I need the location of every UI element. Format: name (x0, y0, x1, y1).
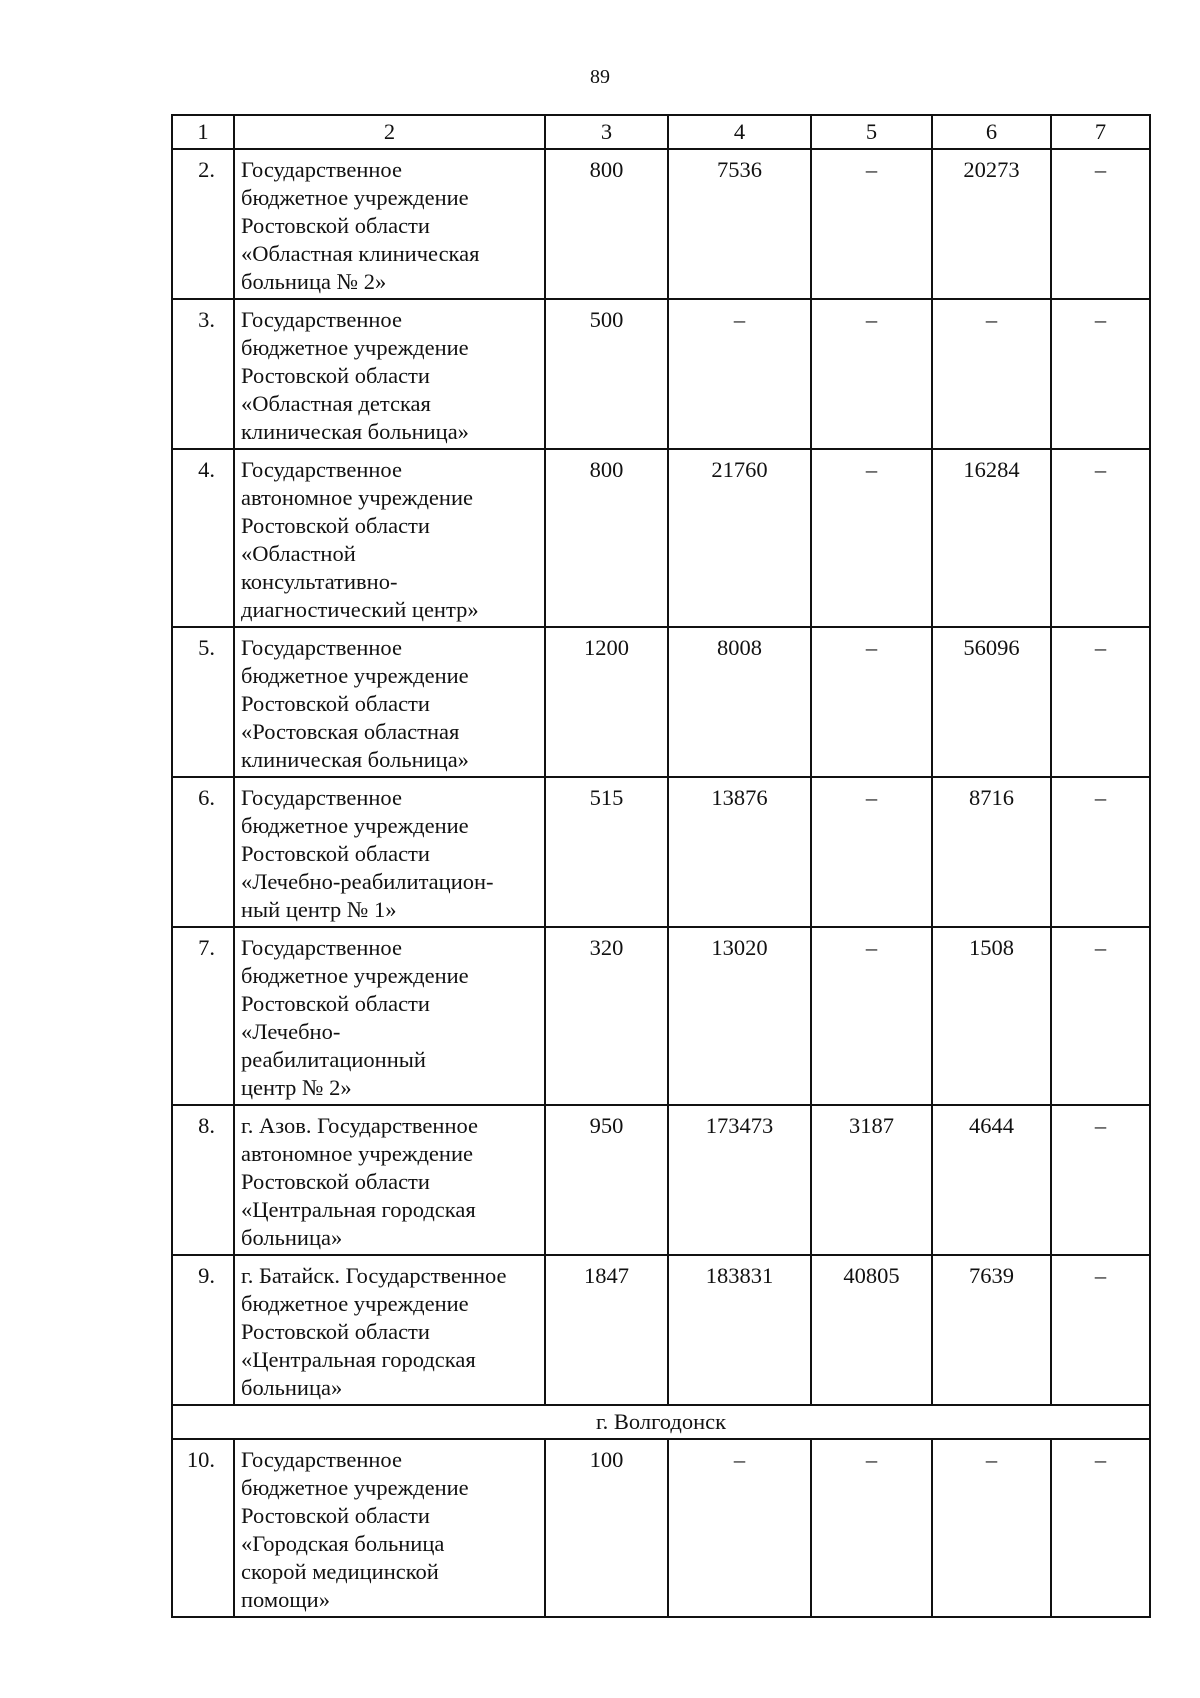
col6-value-cell: 16284 (932, 449, 1051, 627)
col4-value-cell: 21760 (668, 449, 811, 627)
col7-value-cell: – (1051, 1105, 1150, 1255)
institution-name-cell: Государственное автономное учреждение Ростовской области «Областной консультативно- диагностический центр» (234, 449, 545, 627)
institution-name-cell: Государственное бюджетное учреждение Ростовской области «Городская больница скорой медицинской помощи» (234, 1439, 545, 1617)
col4-value-cell: 173473 (668, 1105, 811, 1255)
section-row (172, 1405, 1150, 1439)
col5-value-cell: – (811, 927, 932, 1105)
table-row (172, 449, 1150, 627)
table-body (172, 149, 1150, 1617)
header-cell-4: 4 (668, 115, 811, 149)
col7-value-cell: – (1051, 777, 1150, 927)
col7-value-cell: – (1051, 927, 1150, 1105)
data-table (171, 114, 1151, 1618)
col7-value-cell: – (1051, 1255, 1150, 1405)
table-row (172, 1439, 1150, 1617)
col3-value-cell: 515 (545, 777, 668, 927)
institution-name-cell: Государственное бюджетное учреждение Ростовской области «Ростовская областная клиническая больница» (234, 627, 545, 777)
col5-value-cell: – (811, 449, 932, 627)
col3-value-cell: 320 (545, 927, 668, 1105)
col6-value-cell: 8716 (932, 777, 1051, 927)
table-row (172, 927, 1150, 1105)
header-cell-3: 3 (545, 115, 668, 149)
col5-value-cell: 40805 (811, 1255, 932, 1405)
col4-value-cell: – (668, 1439, 811, 1617)
institution-name-cell: Государственное бюджетное учреждение Ростовской области «Лечебно- реабилитационный центр № 2» (234, 927, 545, 1105)
col3-value-cell: 1200 (545, 627, 668, 777)
col4-value-cell: 8008 (668, 627, 811, 777)
row-number-cell: 3. (172, 299, 234, 449)
institution-name-cell: г. Азов. Государственное автономное учреждение Ростовской области «Центральная городская больница» (234, 1105, 545, 1255)
col4-value-cell: – (668, 299, 811, 449)
col5-value-cell: – (811, 627, 932, 777)
table-header (172, 115, 1150, 149)
page-number: 89 (590, 66, 610, 88)
row-number-cell: 8. (172, 1105, 234, 1255)
row-number-cell: 7. (172, 927, 234, 1105)
col5-value-cell: 3187 (811, 1105, 932, 1255)
col3-value-cell: 800 (545, 149, 668, 299)
header-row (172, 115, 1150, 149)
table-row (172, 299, 1150, 449)
col7-value-cell: – (1051, 299, 1150, 449)
col7-value-cell: – (1051, 1439, 1150, 1617)
col4-value-cell: 13876 (668, 777, 811, 927)
header-cell-7: 7 (1051, 115, 1150, 149)
col6-value-cell: 1508 (932, 927, 1051, 1105)
col3-value-cell: 950 (545, 1105, 668, 1255)
institution-name-cell: Государственное бюджетное учреждение Ростовской области «Областная детская клиническая больница» (234, 299, 545, 449)
col6-value-cell: 56096 (932, 627, 1051, 777)
institution-name-cell: Государственное бюджетное учреждение Ростовской области «Лечебно-реабилитацион- ный центр № 1» (234, 777, 545, 927)
header-cell-6: 6 (932, 115, 1051, 149)
institution-name-cell: г. Батайск. Государственное бюджетное учреждение Ростовской области «Центральная городская больница» (234, 1255, 545, 1405)
col6-value-cell: – (932, 299, 1051, 449)
col3-value-cell: 800 (545, 449, 668, 627)
header-cell-2: 2 (234, 115, 545, 149)
institution-name-cell: Государственное бюджетное учреждение Ростовской области «Областная клиническая больница № 2» (234, 149, 545, 299)
col3-value-cell: 1847 (545, 1255, 668, 1405)
col7-value-cell: – (1051, 149, 1150, 299)
col4-value-cell: 13020 (668, 927, 811, 1105)
row-number-cell: 10. (172, 1439, 234, 1617)
col7-value-cell: – (1051, 449, 1150, 627)
col6-value-cell: 7639 (932, 1255, 1051, 1405)
col4-value-cell: 183831 (668, 1255, 811, 1405)
table-row (172, 777, 1150, 927)
row-number-cell: 5. (172, 627, 234, 777)
col7-value-cell: – (1051, 627, 1150, 777)
section-heading: г. Волгодонск (172, 1405, 1150, 1439)
header-cell-1: 1 (172, 115, 234, 149)
row-number-cell: 2. (172, 149, 234, 299)
table-row (172, 149, 1150, 299)
col5-value-cell: – (811, 1439, 932, 1617)
row-number-cell: 9. (172, 1255, 234, 1405)
row-number-cell: 6. (172, 777, 234, 927)
col5-value-cell: – (811, 777, 932, 927)
col6-value-cell: 20273 (932, 149, 1051, 299)
col4-value-cell: 7536 (668, 149, 811, 299)
col6-value-cell: – (932, 1439, 1051, 1617)
row-number-cell: 4. (172, 449, 234, 627)
col3-value-cell: 100 (545, 1439, 668, 1617)
col5-value-cell: – (811, 299, 932, 449)
table-row (172, 627, 1150, 777)
col3-value-cell: 500 (545, 299, 668, 449)
col5-value-cell: – (811, 149, 932, 299)
col6-value-cell: 4644 (932, 1105, 1051, 1255)
table-row (172, 1105, 1150, 1255)
header-cell-5: 5 (811, 115, 932, 149)
table-row (172, 1255, 1150, 1405)
